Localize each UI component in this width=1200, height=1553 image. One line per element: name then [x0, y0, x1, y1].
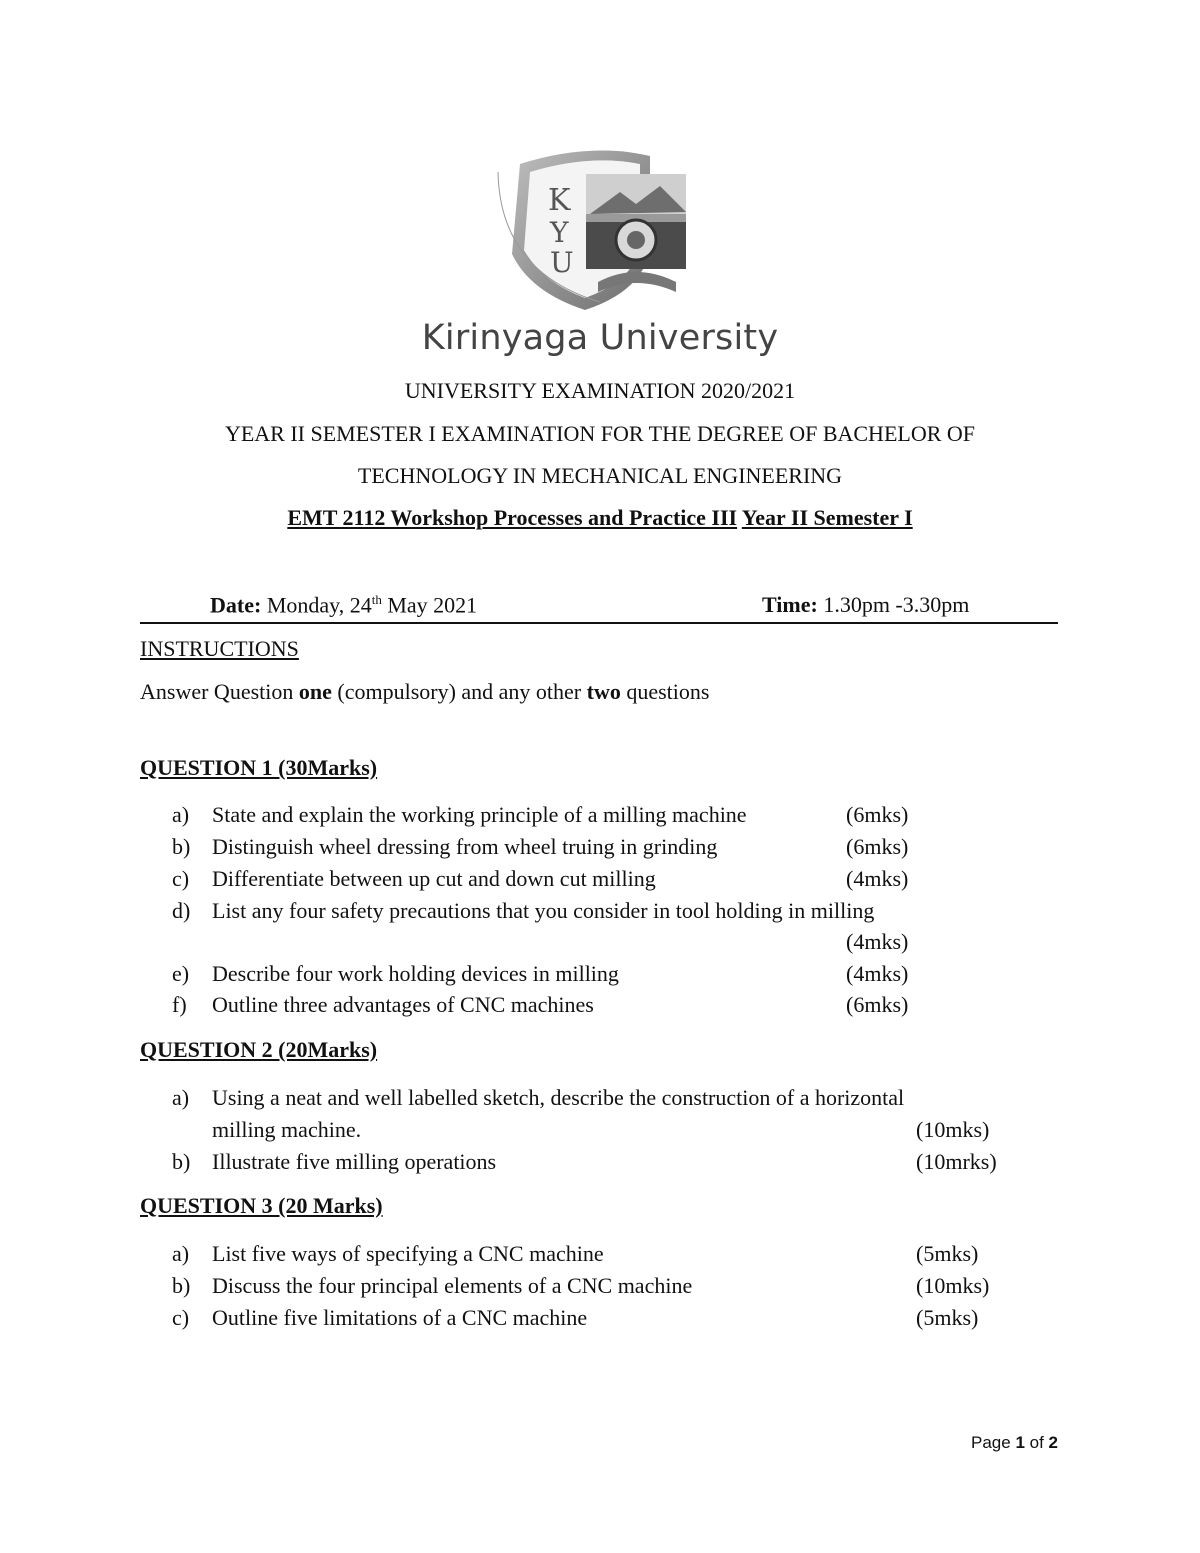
item-text: List five ways of specifying a CNC machine	[212, 1241, 604, 1266]
question-3-heading: QUESTION 3 (20 Marks)	[140, 1193, 383, 1218]
date-label: Date:	[210, 592, 262, 618]
instructions-heading: INSTRUCTIONS	[140, 636, 299, 661]
item-text: Distinguish wheel dressing from wheel truing in grinding	[212, 834, 718, 859]
instructions-text	[140, 679, 709, 705]
item-label: a)	[172, 1085, 190, 1110]
item-label: b)	[172, 1149, 191, 1174]
item-marks: (10mks)	[916, 1117, 990, 1142]
course-title	[0, 505, 1200, 531]
item-label: b)	[172, 834, 191, 859]
item-text: Outline three advantages of CNC machines	[212, 992, 594, 1017]
instr-bold-two: two	[586, 679, 621, 704]
question-item	[172, 961, 619, 987]
page-current: 1	[1015, 1433, 1025, 1452]
item-marks: (5mks)	[916, 1305, 979, 1330]
time-label: Time:	[762, 592, 818, 617]
question-item	[172, 1149, 496, 1175]
question-item-continued	[172, 1117, 361, 1143]
page-number	[971, 1433, 1058, 1453]
instr-part: questions	[620, 679, 710, 704]
page-of: of	[1024, 1433, 1049, 1452]
question-2-heading: QUESTION 2 (20Marks)	[140, 1037, 378, 1062]
question-item	[172, 802, 747, 828]
item-marks: (4mks)	[846, 929, 909, 954]
svg-text:U: U	[550, 246, 574, 279]
course-code-name: EMT 2112 Workshop Processes and Practice III	[287, 505, 738, 530]
item-label: e)	[172, 961, 190, 986]
item-marks: (6mks)	[846, 992, 909, 1017]
university-name: Kirinyaga University	[421, 318, 779, 358]
item-label: c)	[172, 866, 190, 891]
item-label: a)	[172, 802, 190, 827]
date-suffix: th	[371, 592, 382, 607]
date-rest: May 2021	[387, 592, 478, 618]
item-marks: (6mks)	[846, 834, 909, 859]
item-text: Illustrate five milling operations	[212, 1149, 497, 1174]
item-text: State and explain the working principle of a milling machine	[212, 802, 747, 827]
item-marks: (10mks)	[916, 1273, 990, 1298]
item-text: Outline five limitations of a CNC machine	[212, 1305, 588, 1330]
item-label: b)	[172, 1273, 191, 1298]
time-value: 1.30pm -3.30pm	[823, 592, 970, 617]
item-text-cont: milling machine.	[212, 1117, 362, 1142]
instr-part: (compulsory) and any other	[331, 679, 587, 704]
item-label: c)	[172, 1305, 190, 1330]
degree-line-1: YEAR II SEMESTER I EXAMINATION FOR THE DEGREE OF BACHELOR OF	[224, 421, 976, 446]
instr-bold-one: one	[298, 679, 332, 704]
item-text: Using a neat and well labelled sketch, describe the construction of a horizontal	[212, 1085, 905, 1110]
date-day: Monday, 24	[266, 592, 372, 618]
question-item	[172, 866, 656, 892]
question-item	[172, 898, 874, 924]
question-item	[172, 1241, 604, 1267]
item-label: f)	[172, 992, 187, 1017]
item-marks: (4mks)	[846, 866, 909, 891]
university-logo	[490, 142, 710, 312]
question-item	[172, 1085, 904, 1111]
item-marks: (4mks)	[846, 961, 909, 986]
exam-time	[762, 592, 969, 618]
course-year: Year II Semester I	[741, 505, 913, 530]
question-item	[172, 834, 717, 860]
item-marks: (10mrks)	[916, 1149, 997, 1174]
degree-line-2: TECHNOLOGY IN MECHANICAL ENGINEERING	[357, 463, 843, 488]
item-text: Discuss the four principal elements of a CNC machine	[212, 1273, 693, 1298]
exam-title: UNIVERSITY EXAMINATION 2020/2021	[404, 378, 796, 403]
svg-text:Y: Y	[550, 216, 569, 249]
svg-text:K: K	[548, 183, 571, 218]
question-item	[172, 992, 594, 1018]
instr-part: Answer Question	[140, 679, 299, 704]
item-text: Describe four work holding devices in milling	[212, 961, 619, 986]
page-total: 2	[1048, 1433, 1058, 1452]
exam-date	[210, 592, 477, 618]
question-item	[172, 1305, 587, 1331]
item-label: d)	[172, 898, 191, 923]
item-text: Differentiate between up cut and down cut milling	[212, 866, 656, 891]
item-text: List any four safety precautions that you consider in tool holding in milling	[212, 898, 875, 923]
item-label: a)	[172, 1241, 190, 1266]
question-1-heading: QUESTION 1 (30Marks)	[140, 755, 378, 780]
item-marks: (5mks)	[916, 1241, 979, 1266]
page-label: Page	[971, 1433, 1016, 1452]
question-item	[172, 1273, 692, 1299]
item-marks: (6mks)	[846, 802, 909, 827]
schedule-row	[140, 590, 1058, 624]
